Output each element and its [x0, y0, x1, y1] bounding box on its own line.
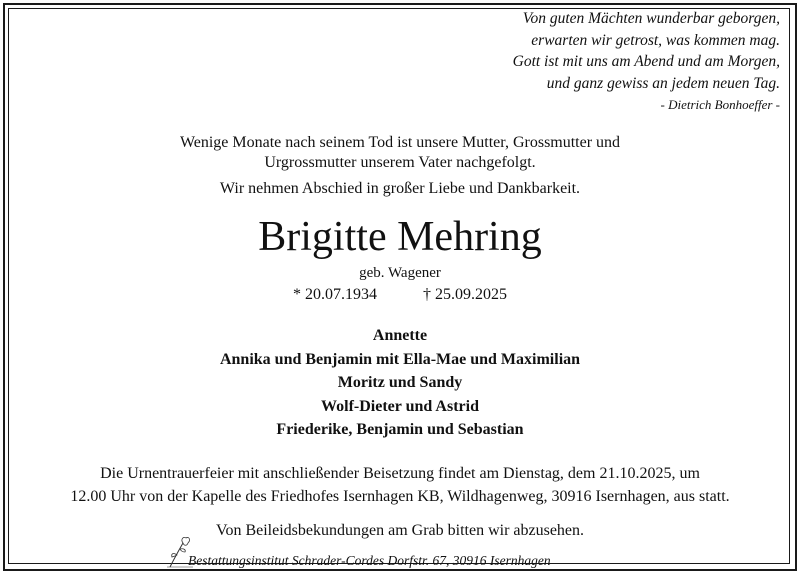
mourners-list [0, 324, 800, 442]
quote-line: erwarten wir getrost, was kommen mag. [531, 31, 780, 49]
mourner-line: Friederike, Benjamin und Sebastian [276, 421, 524, 438]
mourner-line: Moritz und Sandy [337, 374, 463, 391]
mourner-line: Annette [372, 327, 428, 344]
mourner-line: Annika und Benjamin mit Ella-Mae und Maximilian [219, 350, 581, 368]
quote-line: Von guten Mächten wunderbar geborgen, [522, 10, 780, 27]
farewell-text: Wir nehmen Abschied in großer Liebe und Dankbarkeit. [219, 180, 581, 197]
mourner-line: Wolf-Dieter und Astrid [321, 397, 479, 415]
quote-author: - Dietrich Bonhoeffer - [660, 97, 780, 112]
intro-text [0, 133, 800, 173]
bonhoeffer-quote [513, 8, 780, 116]
birth-date: * 20.07.1934 [293, 286, 377, 303]
deceased-name: Brigitte Mehring [258, 214, 542, 260]
death-date: † 25.09.2025 [423, 286, 507, 303]
service-line: 12.00 Uhr von der Kapelle des Friedhofes Isernhagen KB, Wildhagenweg, 30916 Isernhagen, aus statt. [70, 487, 730, 505]
quote-line: und ganz gewiss an jedem neuen Tag. [546, 74, 780, 92]
condolence-note: Von Beileidsbekundungen am Grab bitten wir abzusehen. [215, 522, 585, 539]
service-info [0, 463, 800, 508]
funeral-home-footer: Bestattungsinstitut Schrader-Cordes Dorfstr. 67, 30916 Isernhagen [188, 553, 551, 568]
service-line: Die Urnentrauerfeier mit anschließender Beisetzung findet am Dienstag, dem 21.10.2025, um [100, 465, 700, 482]
intro-line: Urgrossmutter unserem Vater nachgefolgt. [264, 154, 536, 171]
intro-line: Wenige Monate nach seinem Tod ist unsere Mutter, Grossmutter und [179, 134, 621, 151]
quote-line: Gott ist mit uns am Abend und am Morgen, [512, 53, 780, 70]
maiden-name: geb. Wagener [359, 265, 441, 281]
life-dates [0, 286, 800, 304]
